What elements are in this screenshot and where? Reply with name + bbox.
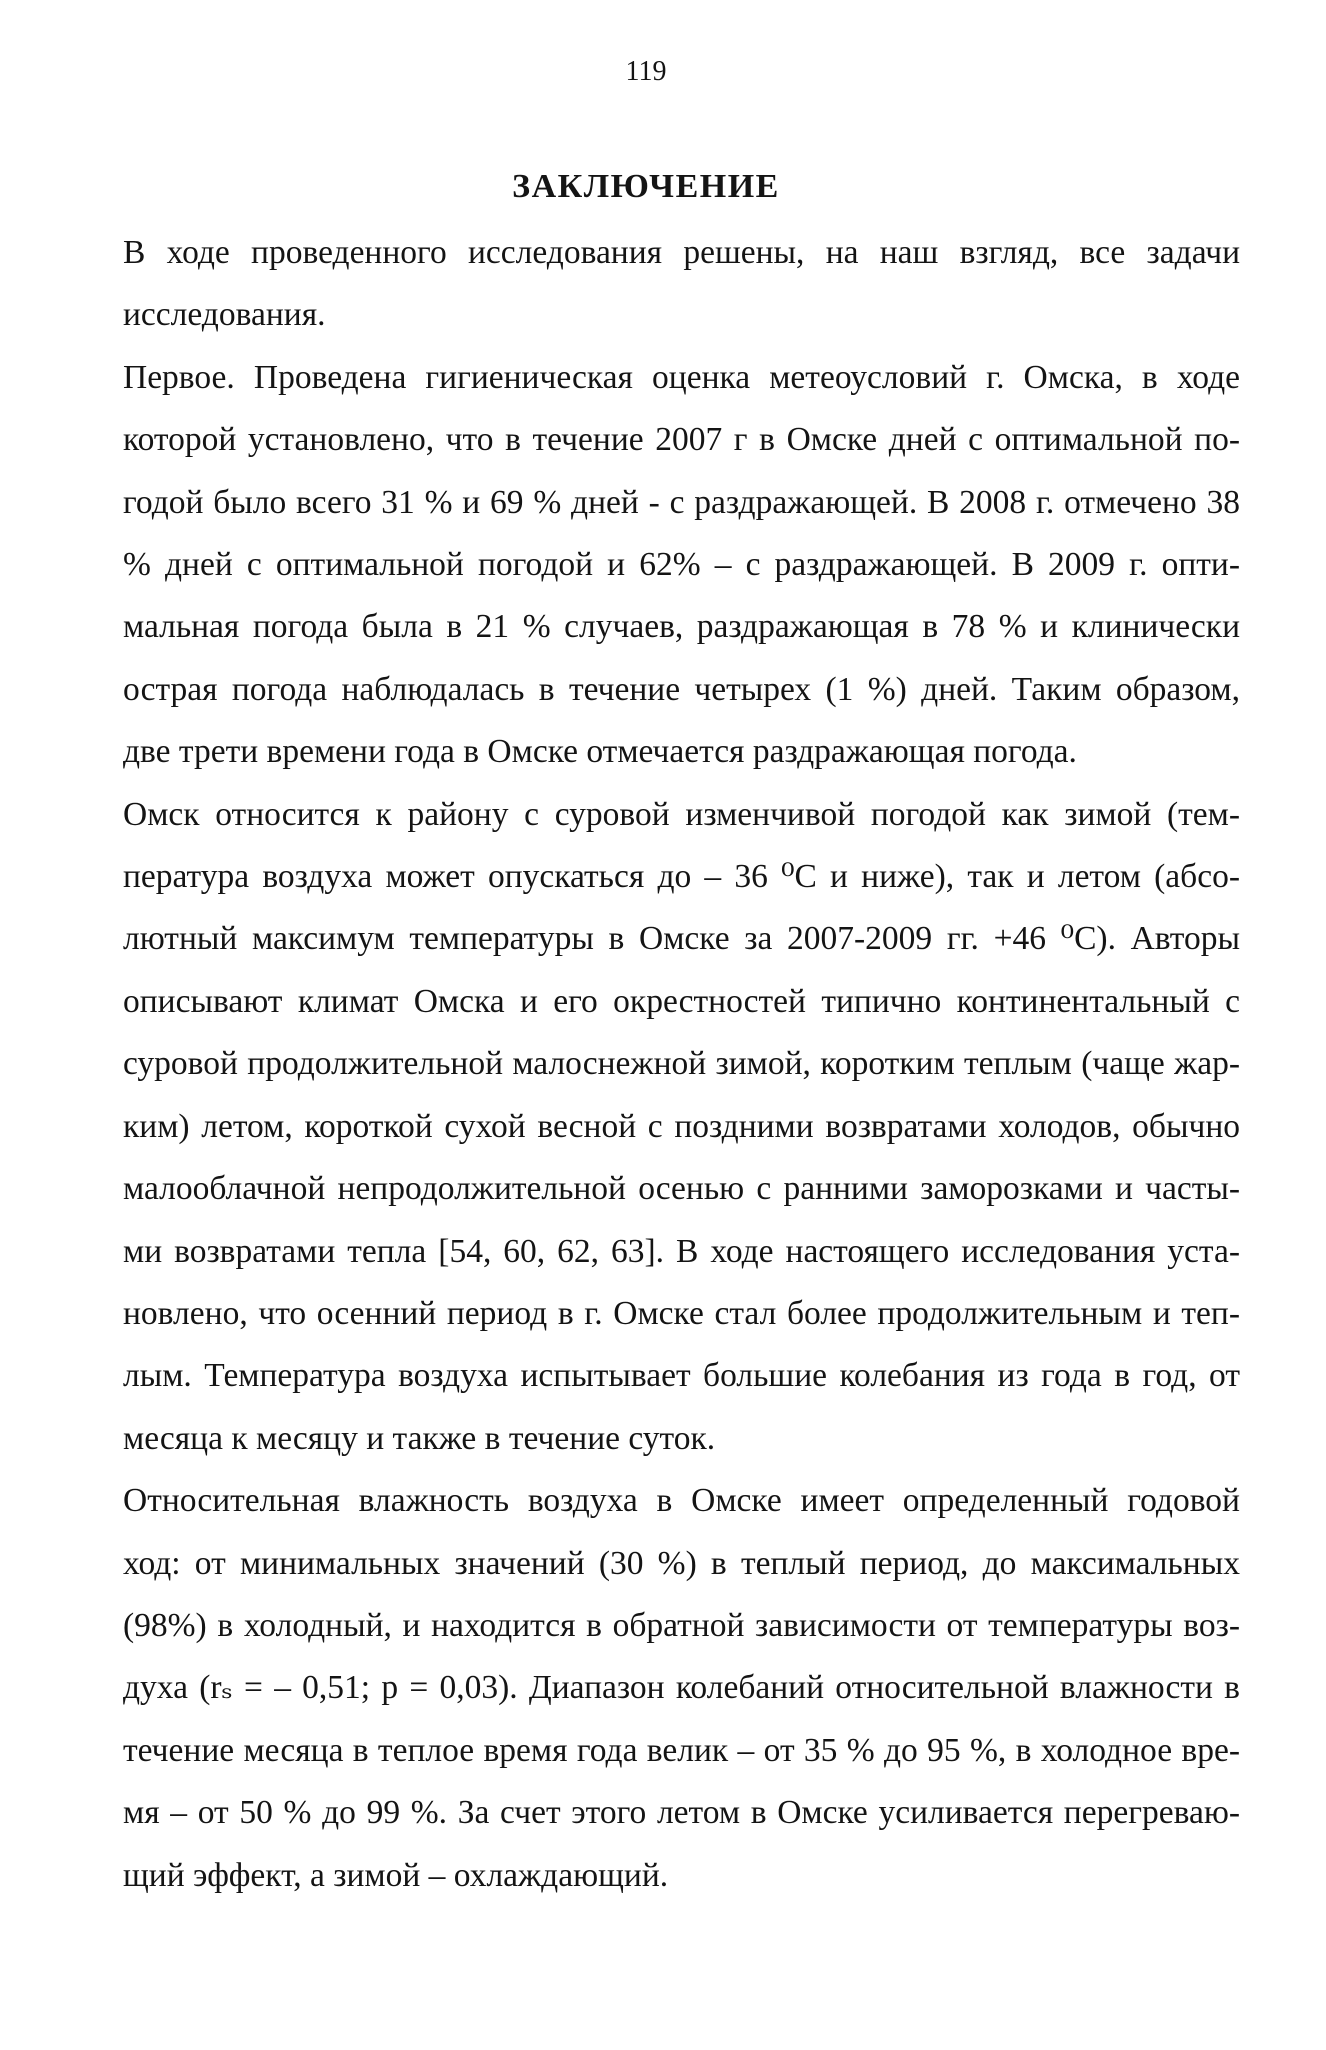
- text-line: Первое. Проведена гигиеническая оценка метеоусловий г. Омска, в ходе: [123, 358, 1240, 396]
- text-line: % дней с оптимальной погодой и 62% – с раздражающей. В 2009 г. опти-: [123, 546, 1240, 584]
- text-line: ход: от минимальных значений (30 %) в теплый период, до максимальных: [123, 1544, 1240, 1582]
- text-line: духа (rₛ = – 0,51; p = 0,03). Диапазон колебаний относительной влажности в: [123, 1669, 1240, 1707]
- text-line: суровой продолжительной малоснежной зимой, коротким теплым (чаще жар-: [123, 1045, 1240, 1083]
- text-line: лым. Температура воздуха испытывает большие колебания из года в год, от: [123, 1357, 1240, 1395]
- paragraph-climate: [60, 784, 1240, 1470]
- text-line: Омск относится к району с суровой изменчивой погодой как зимой (тем-: [123, 795, 1240, 833]
- text-line: годой было всего 31 % и 69 % дней - с раздражающей. В 2008 г. отмечено 38: [123, 483, 1240, 521]
- text-line: две трети времени года в Омске отмечается раздражающая погода.: [123, 733, 1077, 771]
- text-line: которой установлено, что в течение 2007 г в Омске дней с оптимальной по-: [123, 421, 1240, 459]
- text-line: исследования.: [123, 296, 326, 334]
- text-line: месяца к месяцу и также в течение суток.: [123, 1419, 716, 1457]
- text-line: Относительная влажность воздуха в Омске имеет определенный годовой: [123, 1482, 1240, 1520]
- text-line: пература воздуха может опускаться до – 36 ⁰С и ниже), так и летом (абсо-: [123, 858, 1240, 896]
- paragraph-humidity: [60, 1470, 1240, 1907]
- section-heading: ЗАКЛЮЧЕНИЕ: [512, 168, 780, 205]
- text-line: (98%) в холодный, и находится в обратной зависимости от температуры воз-: [123, 1606, 1240, 1644]
- text-line: ким) летом, короткой сухой весной с поздними возвратами холодов, обычно: [123, 1107, 1240, 1145]
- text-line: описывают климат Омска и его окрестностей типично континентальный с: [123, 982, 1240, 1020]
- text-line: щий эффект, а зимой – охлаждающий.: [123, 1856, 669, 1894]
- paragraph-intro: [60, 222, 1240, 347]
- text-line: ми возвратами тепла [54, 60, 62, 63]. В ходе настоящего исследования уста-: [123, 1232, 1240, 1270]
- text-line: новлено, что осенний период в г. Омске стал более продолжительным и теп-: [123, 1294, 1240, 1332]
- paragraph-weather-assessment: [60, 347, 1240, 784]
- page-number: 119: [625, 56, 667, 87]
- text-line: мальная погода была в 21 % случаев, раздражающая в 78 % и клинически: [123, 608, 1240, 646]
- text-line: малооблачной непродолжительной осенью с ранними заморозками и часты-: [123, 1170, 1240, 1208]
- body-text: [60, 222, 1240, 1907]
- text-line: В ходе проведенного исследования решены, на наш взгляд, все задачи: [123, 234, 1240, 271]
- text-line: лютный максимум температуры в Омске за 2007-2009 гг. +46 ⁰С). Авторы: [123, 920, 1240, 958]
- text-line: мя – от 50 % до 99 %. За счет этого летом в Омске усиливается перегреваю-: [123, 1794, 1240, 1832]
- text-line: течение месяца в теплое время года велик – от 35 % до 95 %, в холодное вре-: [123, 1731, 1240, 1769]
- text-line: острая погода наблюдалась в течение четырех (1 %) дней. Таким образом,: [123, 670, 1240, 708]
